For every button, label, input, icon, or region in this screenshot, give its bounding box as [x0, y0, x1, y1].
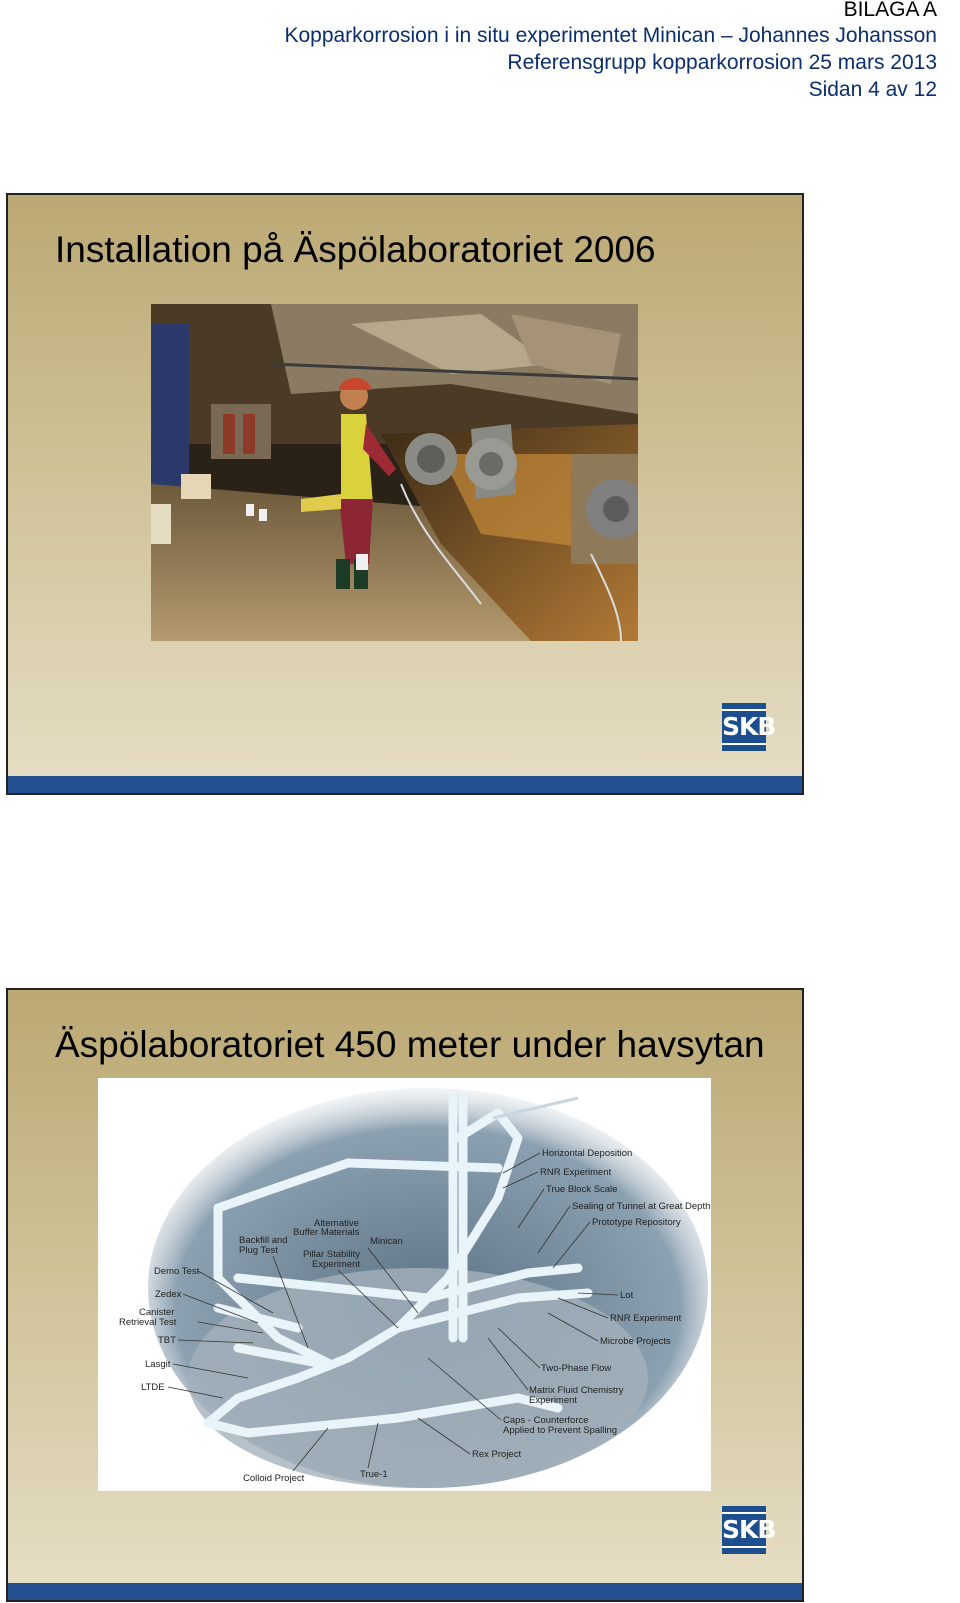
map-label: Pillar Stability [303, 1249, 361, 1260]
map-label: Buffer Materials [293, 1227, 360, 1238]
map-label: RNR Experiment [610, 1313, 682, 1324]
map-label: Colloid Project [243, 1473, 305, 1484]
map-label: Alternative [314, 1218, 359, 1229]
map-label: Plug Test [239, 1245, 278, 1256]
map-label: Demo Test [154, 1266, 200, 1277]
skb-logo [722, 703, 776, 751]
map-label: Prototype Repository [592, 1217, 681, 1228]
header-line-1: BILAGA A [843, 0, 937, 21]
map-label: RNR Experiment [540, 1167, 612, 1178]
map-label: TBT [158, 1335, 176, 1346]
map-label: Retrieval Test [119, 1317, 177, 1328]
skb-logo-text: SKB [722, 1515, 776, 1544]
map-label: Zedex [155, 1289, 182, 1300]
map-label: Rex Project [472, 1449, 522, 1460]
map-label: Experiment [529, 1395, 578, 1406]
map-label: Minican [370, 1236, 403, 1247]
map-label: Horizontal Deposition [542, 1148, 633, 1159]
header-line-4: Sidan 4 av 12 [808, 78, 937, 101]
header-line-3: Referensgrupp kopparkorrosion 25 mars 2013 [507, 51, 937, 74]
map-label: Sealing of Tunnel at Great Depth [572, 1201, 711, 1212]
slide-2 [6, 988, 804, 1602]
map-label: Lasgit [145, 1359, 171, 1370]
map-label: True Block Scale [546, 1184, 618, 1195]
slide-2-footer-bar [8, 1583, 802, 1600]
map-label: Matrix Fluid Chemistry [529, 1385, 624, 1396]
aspo-laboratory-map [98, 1078, 711, 1491]
map-label: Two-Phase Flow [541, 1363, 612, 1374]
map-label: Backfill and [239, 1235, 288, 1246]
slide-1-title: Installation på Äspölaboratoriet 2006 [55, 229, 656, 270]
header-line-2: Kopparkorrosion i in situ experimentet Minican – Johannes Johansson [284, 24, 937, 47]
map-label: True-1 [360, 1469, 388, 1480]
slide-1 [6, 193, 804, 795]
map-label: Microbe Projects [600, 1336, 671, 1347]
slide-1-footer-bar [8, 776, 802, 793]
installation-photo [151, 304, 638, 641]
map-label: Caps - Counterforce [503, 1415, 589, 1426]
skb-logo [722, 1506, 776, 1554]
map-label: Experiment [312, 1259, 361, 1270]
map-label: Applied to Prevent Spalling [503, 1425, 618, 1436]
map-label: LTDE [141, 1382, 165, 1393]
map-label: Lot [620, 1290, 634, 1301]
skb-logo-text: SKB [722, 712, 776, 741]
map-label: Canister [139, 1307, 175, 1318]
slide-2-title: Äspölaboratoriet 450 meter under havsytan [55, 1024, 765, 1065]
